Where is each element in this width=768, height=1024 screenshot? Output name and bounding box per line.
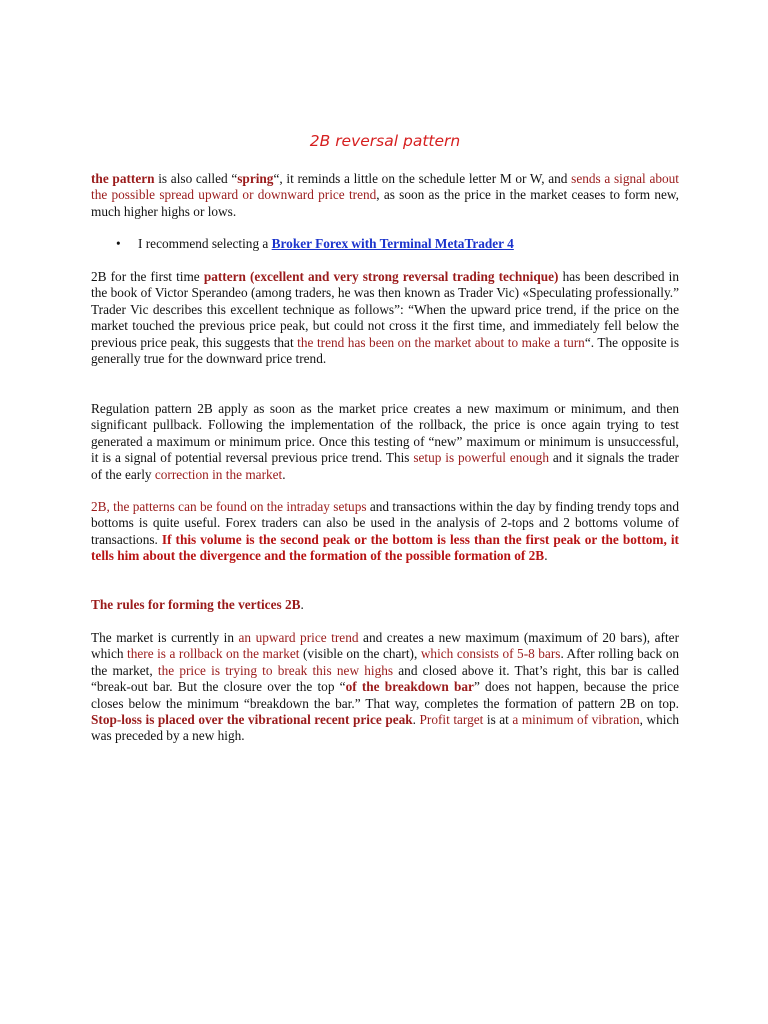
term-the-pattern: the pattern — [91, 171, 155, 186]
paragraph-rules — [91, 630, 679, 745]
highlight-signal: sends a signal about the possible spread upward or downward price trend — [91, 171, 679, 203]
highlight-rollback: there is a rollback on the market — [127, 646, 300, 662]
highlight-bars: which consists of 5-8 bars — [420, 646, 561, 662]
broker-link[interactable]: Broker Forex with Terminal MetaTrader 4 — [271, 236, 514, 251]
text-span: , as soon as the price in the market ceases to form new, much higher highs or lows. — [91, 187, 679, 219]
text-span: is at — [483, 712, 513, 728]
text-span: and closed above it. That’s right, this bar is called “break-out bar. But the closure over the top “ — [91, 662, 679, 695]
text-span: . — [282, 466, 286, 482]
term-stop-loss: Stop-loss is placed over the vibrational recent price peak — [91, 712, 413, 728]
text-span: ” does not happen, because the price closes below the minimum “breakdown the bar.” That way, completes the formation of pattern 2B on top. — [91, 679, 679, 711]
text-span: . — [544, 548, 548, 564]
text-span: and creates a new maximum (maximum of 20 bars), after which — [91, 630, 680, 662]
highlight-minimum-vibration: a minimum of vibration — [512, 712, 640, 728]
term-breakdown-bar: of the breakdown bar — [345, 679, 474, 695]
text-span: and transactions within the day by finding trendy tops and bottoms is quite useful. Forex traders can also be used in the analysis of 2-tops and 2 bottoms volume of transactions. — [91, 499, 679, 547]
text-span: Regulation pattern 2B apply as soon as the market price creates a new maximum or minimum, and then significant pullback. Following the implementation of the rollback, the price is once again trying to test generated a maximum or minimum price. Once this testing of “new” maximum or minimum is unsuccessful, it is a signal of potential reversal previous price trend. This — [91, 401, 679, 466]
highlight-upward-trend: an upward price trend — [238, 630, 359, 645]
text-span: “. The opposite is generally true for the downward price trend. — [91, 334, 679, 367]
text-span: is also called “ — [154, 171, 238, 186]
text-span: (visible on the chart), — [299, 646, 421, 662]
paragraph-intro — [91, 171, 679, 220]
text-span: and it signals the trader of the early — [91, 450, 679, 482]
highlight-break-highs: the price is trying to break this new highs — [157, 662, 394, 678]
term-spring: spring — [237, 171, 274, 186]
text-span: “, it reminds a little on the schedule letter M or W, and — [273, 171, 572, 186]
text-span: . After rolling back on the market, — [91, 646, 679, 678]
highlight-profit-target: Profit target — [419, 712, 484, 728]
highlight-setup: setup is powerful enough — [413, 450, 549, 466]
paragraph-history — [91, 269, 679, 367]
bullet-text: I recommend selecting a — [138, 236, 272, 251]
section-heading-rules — [91, 597, 679, 613]
rules-heading: The rules for forming the vertices 2B — [91, 597, 301, 612]
page-title: 2B reversal pattern — [309, 132, 461, 150]
text-span: , which was preceded by a new high. — [91, 712, 680, 744]
bullet-item-broker — [116, 236, 676, 252]
paragraph-intraday — [91, 499, 679, 565]
bullet-icon: • — [116, 236, 121, 251]
paragraph-regulation — [91, 401, 679, 483]
highlight-correction: correction in the market — [154, 466, 283, 482]
text-span: has been described in the book of Victor Sperandeo (among traders, he was then known as Trader Vic) «Speculating professionally.” Trader Vic describes this excellent technique as follows”: “When the upward price trend, if the price on the market touched the previous price peak, but could not cross it the first time, and immediately fell below the previous price peak, this suggests that — [91, 269, 679, 350]
term-pattern-technique: pattern (excellent and very strong reversal trading technique) — [203, 269, 559, 284]
highlight-volume-divergence: If this volume is the second peak or the bottom is less than the first peak or the bottom, it tells him about the divergence and the formation of the possible formation of 2B — [91, 531, 679, 564]
text-span: 2B for the first time — [91, 269, 204, 284]
highlight-intraday: 2B, the patterns can be found on the intraday setups — [91, 499, 367, 514]
text-span: The market is currently in — [91, 630, 239, 645]
text-span: . — [412, 712, 420, 728]
highlight-turn: the trend has been on the market about to make a turn — [297, 334, 585, 350]
text-span: . — [300, 597, 304, 612]
